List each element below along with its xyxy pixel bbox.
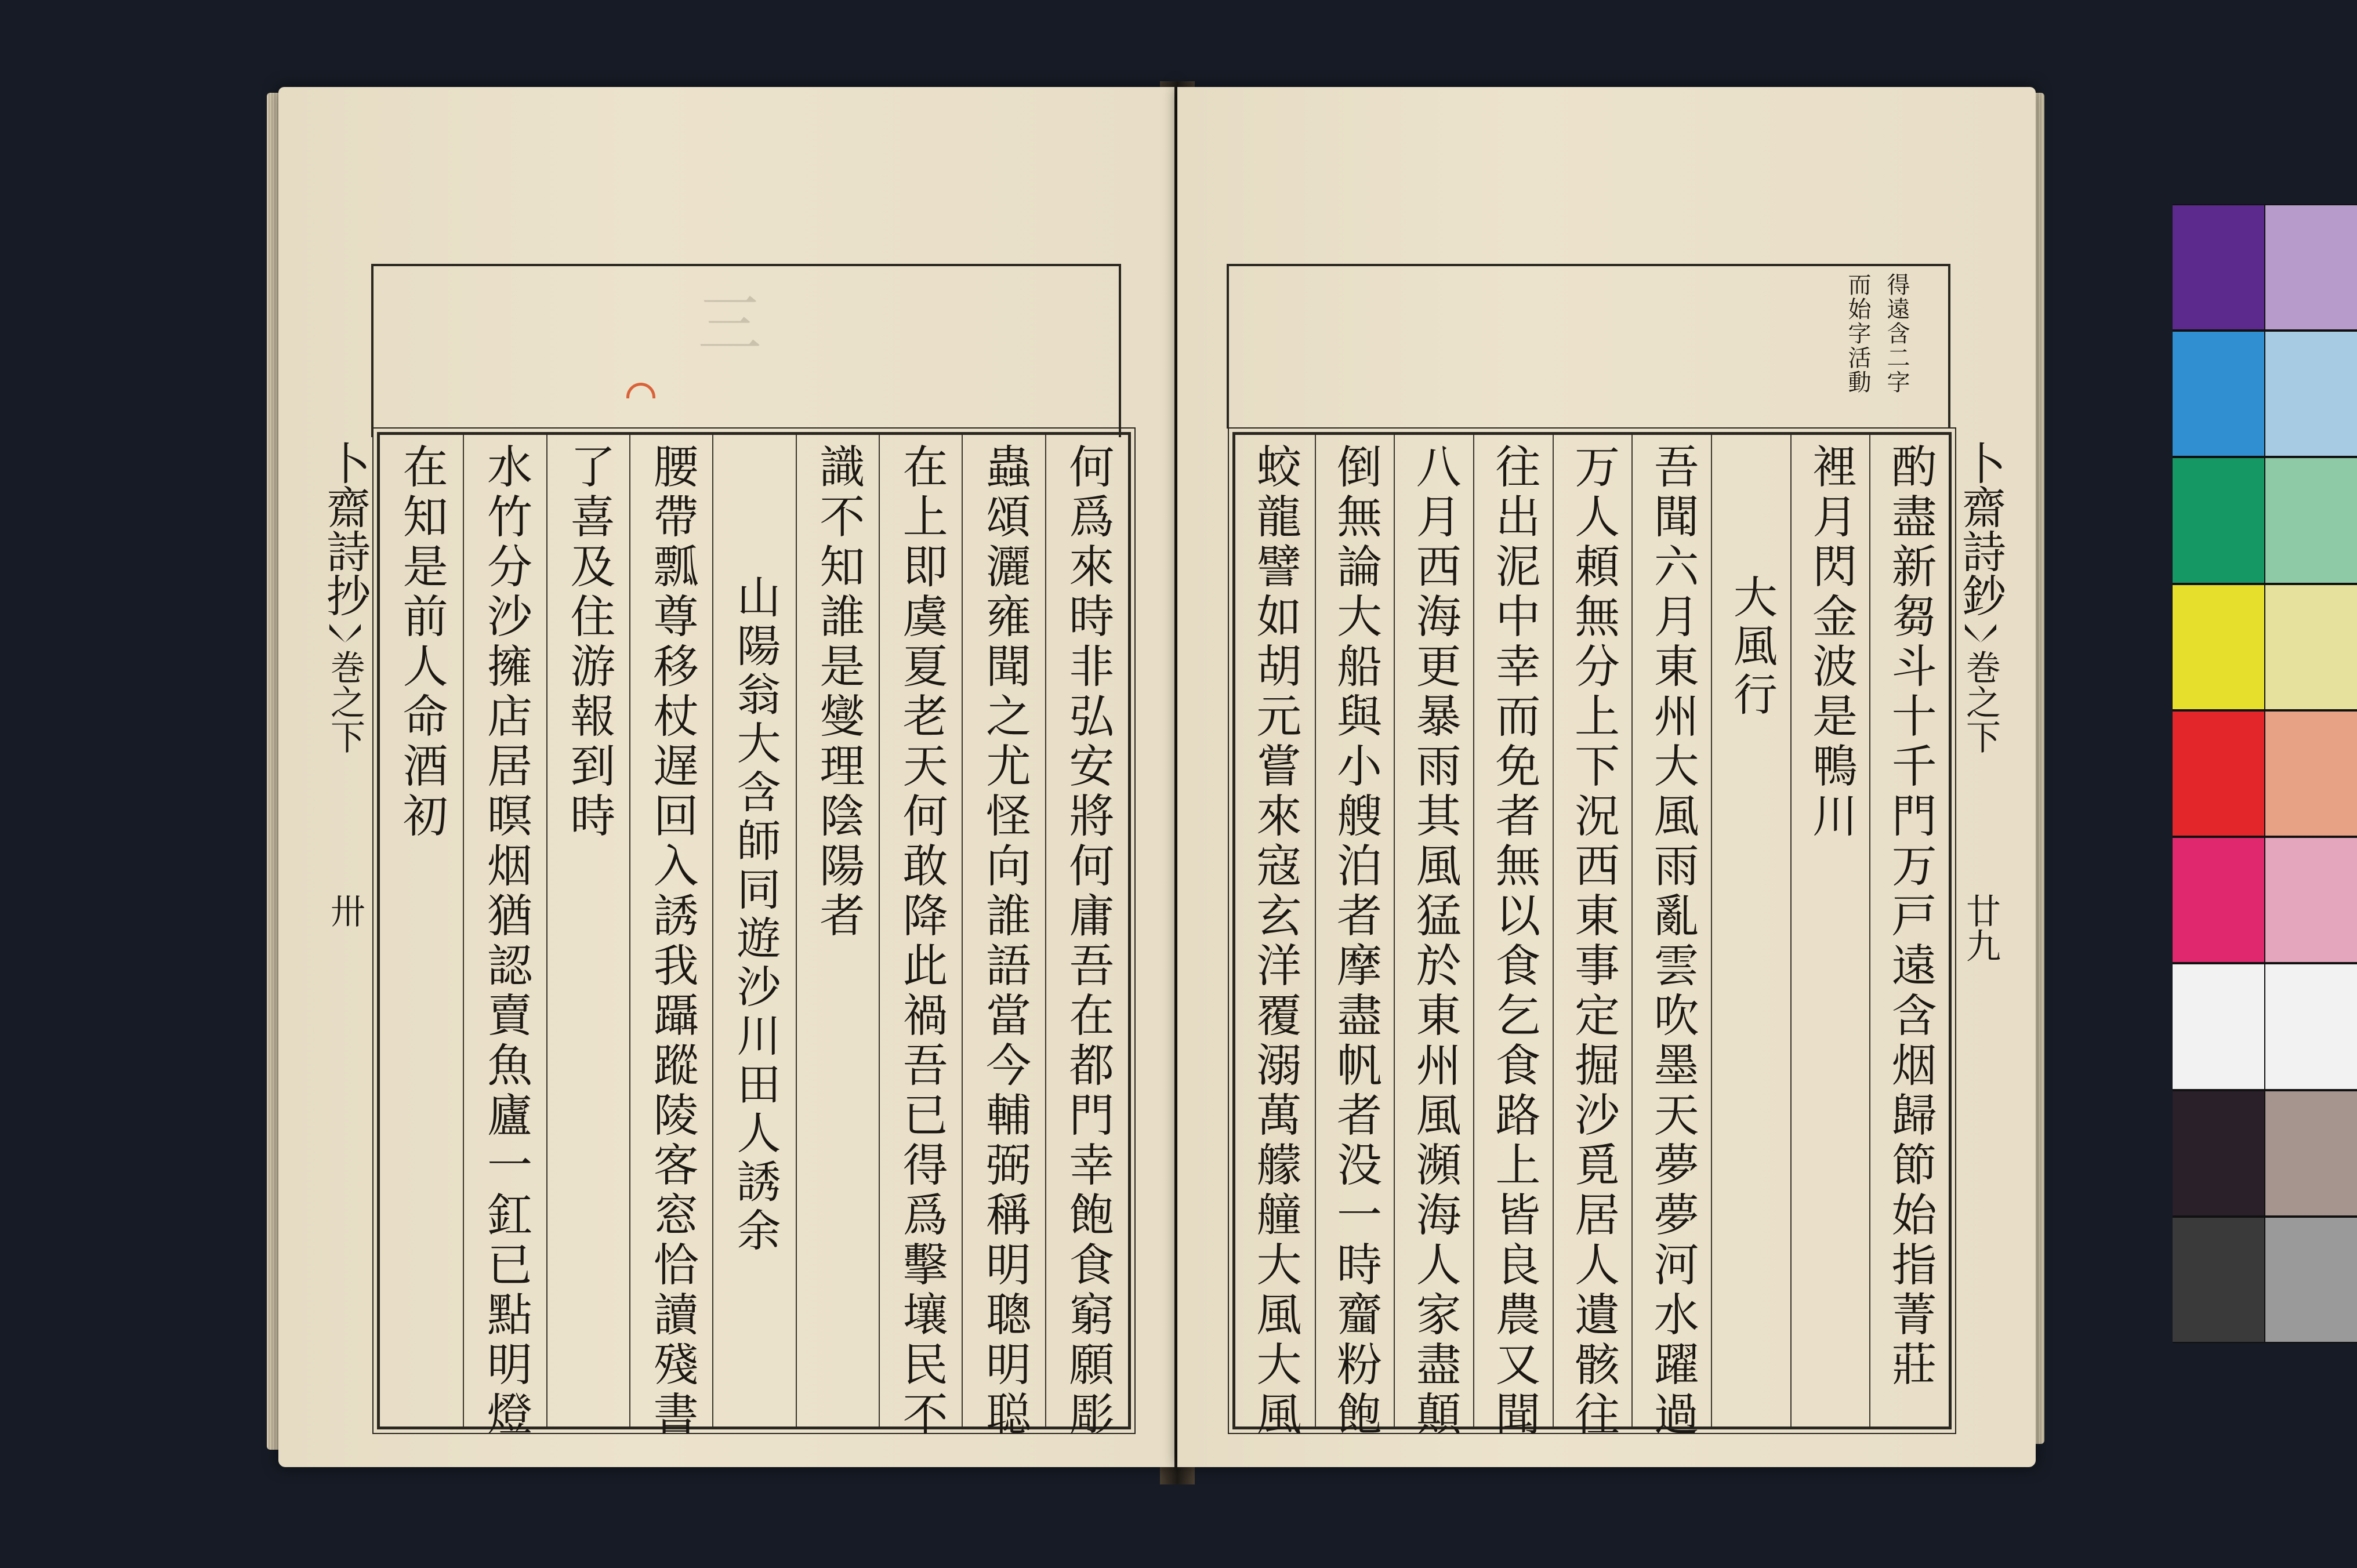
hashira-folio: 廿九 xyxy=(1960,893,2001,963)
hashira-right xyxy=(1949,441,2012,963)
text-column xyxy=(1235,435,1315,1440)
color-patch xyxy=(2173,838,2264,962)
gyobi-mark xyxy=(1965,624,1996,643)
color-patch xyxy=(2265,332,2357,456)
column-text: 倒無論大船與小艘泊者摩盡帆者没一時齏粉飽 xyxy=(1329,443,1381,1440)
text-column xyxy=(1045,435,1129,1440)
text-column xyxy=(1394,435,1474,1440)
color-patch xyxy=(2265,1218,2357,1342)
hashira-title: 卜齋詩抄 xyxy=(319,441,371,617)
open-book xyxy=(255,70,2065,1502)
color-checker xyxy=(2173,204,2357,1343)
column-text: 蛟龍譬如胡元嘗來寇玄洋覆溺萬艨艟大風大風 xyxy=(1249,443,1301,1440)
column-text: 蟲頌灑雍聞之尤怪向誰語當今輔弼稱明聰明聪 xyxy=(978,443,1031,1440)
color-patch xyxy=(2173,712,2264,836)
column-text: 識不知誰是燮理陰陽者 xyxy=(812,443,865,942)
text-column xyxy=(1790,435,1871,1427)
column-text: 裡月閃金波是鴨川 xyxy=(1804,443,1857,842)
text-column xyxy=(463,435,547,1440)
column-text: 何爲來時非弘安將何庸吾在都門幸飽食窮願彫 xyxy=(1061,443,1114,1440)
hashira-volume: 巻之下 xyxy=(1960,649,2001,754)
column-text: 在上即虞夏老天何敢降此禍吾已得爲擊壤民不 xyxy=(895,443,948,1440)
annotation-line: 得遠含二字 xyxy=(1883,273,1910,394)
text-column xyxy=(879,435,963,1440)
hashira-left xyxy=(313,441,377,928)
right-page xyxy=(1177,87,2036,1467)
column-text: 八月西海更暴雨其風猛於東州風瀕海人家盡顛 xyxy=(1408,443,1461,1440)
left-page xyxy=(278,87,1174,1467)
column-text: 万人頼無分上下況西東事定掘沙覓居人遺骸往 xyxy=(1567,443,1619,1440)
column-text: 往出泥中幸而免者無以食乞食路上皆良農又聞 xyxy=(1488,443,1540,1440)
text-column xyxy=(629,435,713,1440)
color-patch xyxy=(2173,585,2264,709)
text-column xyxy=(1553,435,1633,1440)
heading-column xyxy=(712,435,796,1427)
color-patch xyxy=(2173,1218,2264,1342)
text-frame-right xyxy=(1232,432,1952,1440)
color-patch xyxy=(2265,964,2357,1088)
hashira-title: 卜齋詩鈔 xyxy=(1955,441,2007,617)
column-text: 了喜及住游報到時 xyxy=(563,443,615,842)
color-patch xyxy=(2173,458,2264,582)
hashira-folio: 卅 xyxy=(325,893,365,928)
column-text: 在知是前人命酒初 xyxy=(395,443,448,842)
bleed-through-text: 三 xyxy=(687,290,762,354)
color-patch xyxy=(2173,1091,2264,1215)
head-annotation xyxy=(1841,273,1913,394)
text-column xyxy=(380,435,463,1427)
text-column xyxy=(1631,435,1712,1440)
column-text: 大風行 xyxy=(1726,574,1778,720)
column-text: 腰帶瓢尊移杖遅回入誘我躡蹤陵客窓恰讀殘書 xyxy=(646,443,698,1440)
text-column xyxy=(1315,435,1395,1440)
column-text: 酌盡新芻斗十千門万戸遠含烟歸節始指菁莊 xyxy=(1884,443,1937,1391)
text-frame-left xyxy=(377,432,1131,1440)
color-patch xyxy=(2265,205,2357,329)
color-patch xyxy=(2265,712,2357,836)
text-column xyxy=(1473,435,1554,1440)
annotation-line: 而始字活動 xyxy=(1844,273,1871,394)
color-patch xyxy=(2173,964,2264,1088)
text-column xyxy=(546,435,630,1427)
color-patch xyxy=(2265,838,2357,962)
column-text: 山陽翁大含師同遊沙川田人誘余 xyxy=(729,574,781,1256)
color-patch xyxy=(2265,458,2357,582)
header-box xyxy=(371,264,1121,437)
gyobi-mark xyxy=(329,624,361,643)
color-patch xyxy=(2265,585,2357,709)
color-patch xyxy=(2173,332,2264,456)
text-column xyxy=(1869,435,1950,1427)
text-column xyxy=(962,435,1046,1440)
color-patch xyxy=(2173,205,2264,329)
hashira-volume: 巻之下 xyxy=(325,649,365,754)
column-text: 吾聞六月東州大風雨亂雲吹墨天夢夢河水躍過 xyxy=(1646,443,1699,1440)
text-column xyxy=(796,435,880,1427)
heading-column xyxy=(1711,435,1792,1427)
column-text: 水竹分沙擁店居暝烟猶認賣魚廬一釭已點明燈 xyxy=(479,443,532,1440)
color-patch xyxy=(2265,1091,2357,1215)
